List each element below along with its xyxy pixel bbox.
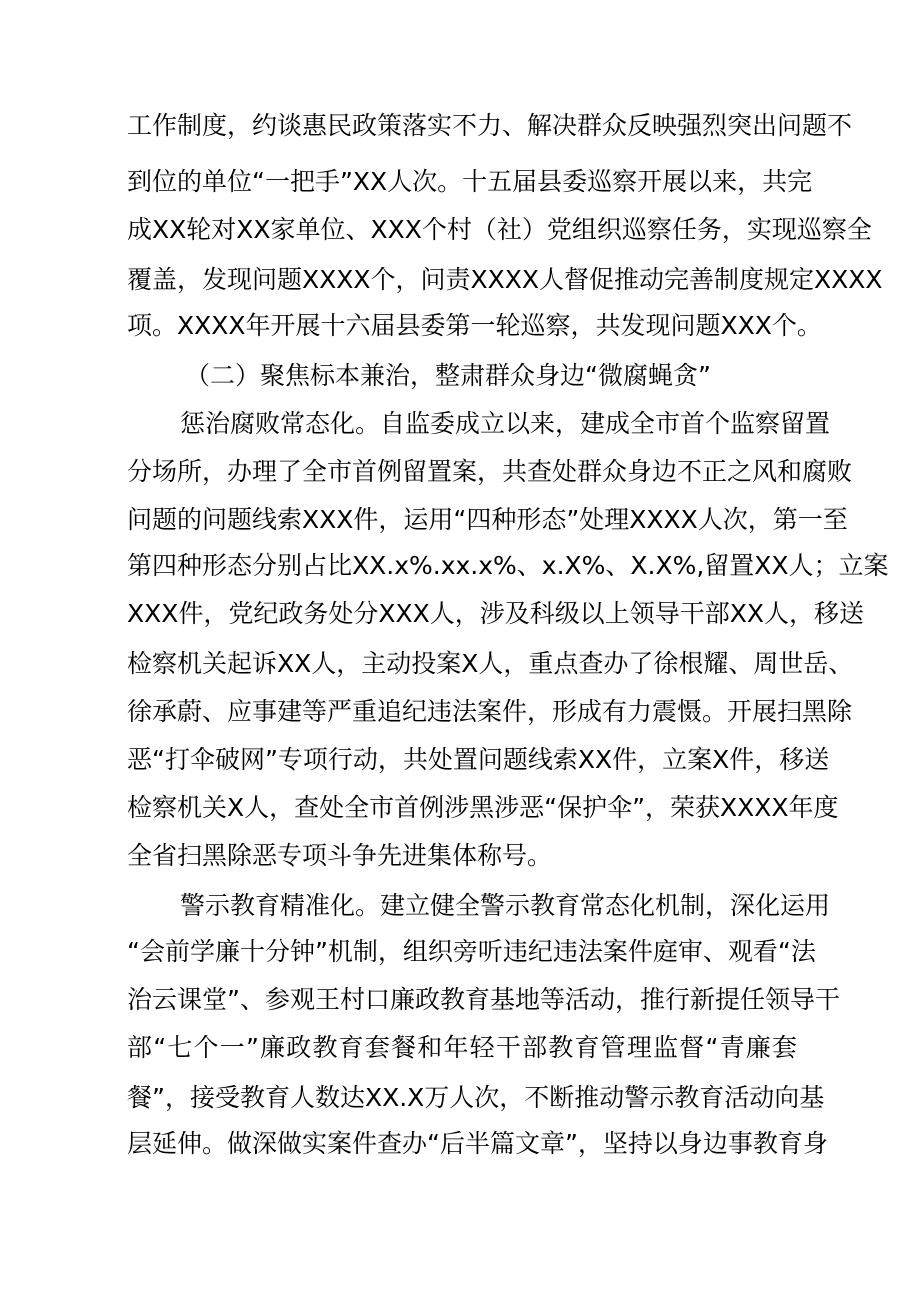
text-line: 问题的问题线索XXX件，运用“四种形态”处理XXXX人次，第一至 [127,505,848,534]
text-line: “会前学廉十分钟”机制，组织旁听违纪违法案件庭审、观看“法 [127,937,816,966]
text-line: 检察机关X人，查处全市首例涉黑涉恶“保护伞”，荣获XXXX年度 [127,793,839,822]
text-line: 部“七个一”廉政教育套餐和年轻干部教育管理监督“青廉套 [127,1033,797,1062]
text-line: 到位的单位“一把手”XX人次。十五届县委巡察开展以来，共完 [127,167,813,196]
text-line: 徐承蔚、应事建等严重追纪违法案件，形成有力震慑。开展扫黑除 [127,697,853,726]
text-line: 餐”，接受教育人数达XX.X万人次，不断推动警示教育活动向基 [127,1083,825,1112]
text-line: 层延伸。做深做实案件查办“后半篇文章”，坚持以身边事教育身 [127,1129,828,1158]
text-line: 治云课堂”、参观王村口廉政教育基地等活动，推行新提任领导干 [127,985,840,1014]
text-line: 恶“打伞破网”专项行动，共处置问题线索XX件，立案X件，移送 [127,745,830,774]
text-line: 成XX轮对XX家单位、XXX个村（社）党组织巡察任务，实现巡察全 [127,215,872,244]
text-line: 工作制度，约谈惠民政策落实不力、解决群众反映强烈突出问题不 [127,111,853,140]
text-line: 分场所，办理了全市首例留置案，共查处群众身边不正之风和腐败 [127,457,853,486]
section-heading: （二）聚焦标本兼治，整肃群众身边“微腐蝇贪” [185,361,711,390]
text-line: 第四种形态分别占比XX.x%.xx.x%、x.X%、X.X%,留置XX人；立案 [127,551,889,580]
text-line: 全省扫黑除恶专项斗争先进集体称号。 [127,841,553,870]
text-line: 检察机关起诉XX人，主动投案X人，重点查办了徐根耀、周世岳、 [127,649,854,678]
text-line: 项。XXXX年开展十六届县委第一轮巡察，共发现问题XXX个。 [127,311,822,340]
paragraph-first-line: 警示教育精准化。建立健全警示教育常态化机制，深化运用 [180,891,831,920]
paragraph-first-line: 惩治腐败常态化。自监委成立以来，建成全市首个监察留置 [180,409,831,438]
text-line: XXX件，党纪政务处分XXX人，涉及科级以上领导干部XX人，移送 [127,599,865,628]
text-line: 覆盖，发现问题XXXX个，问责XXXX人督促推动完善制度规定XXXX [127,265,883,294]
